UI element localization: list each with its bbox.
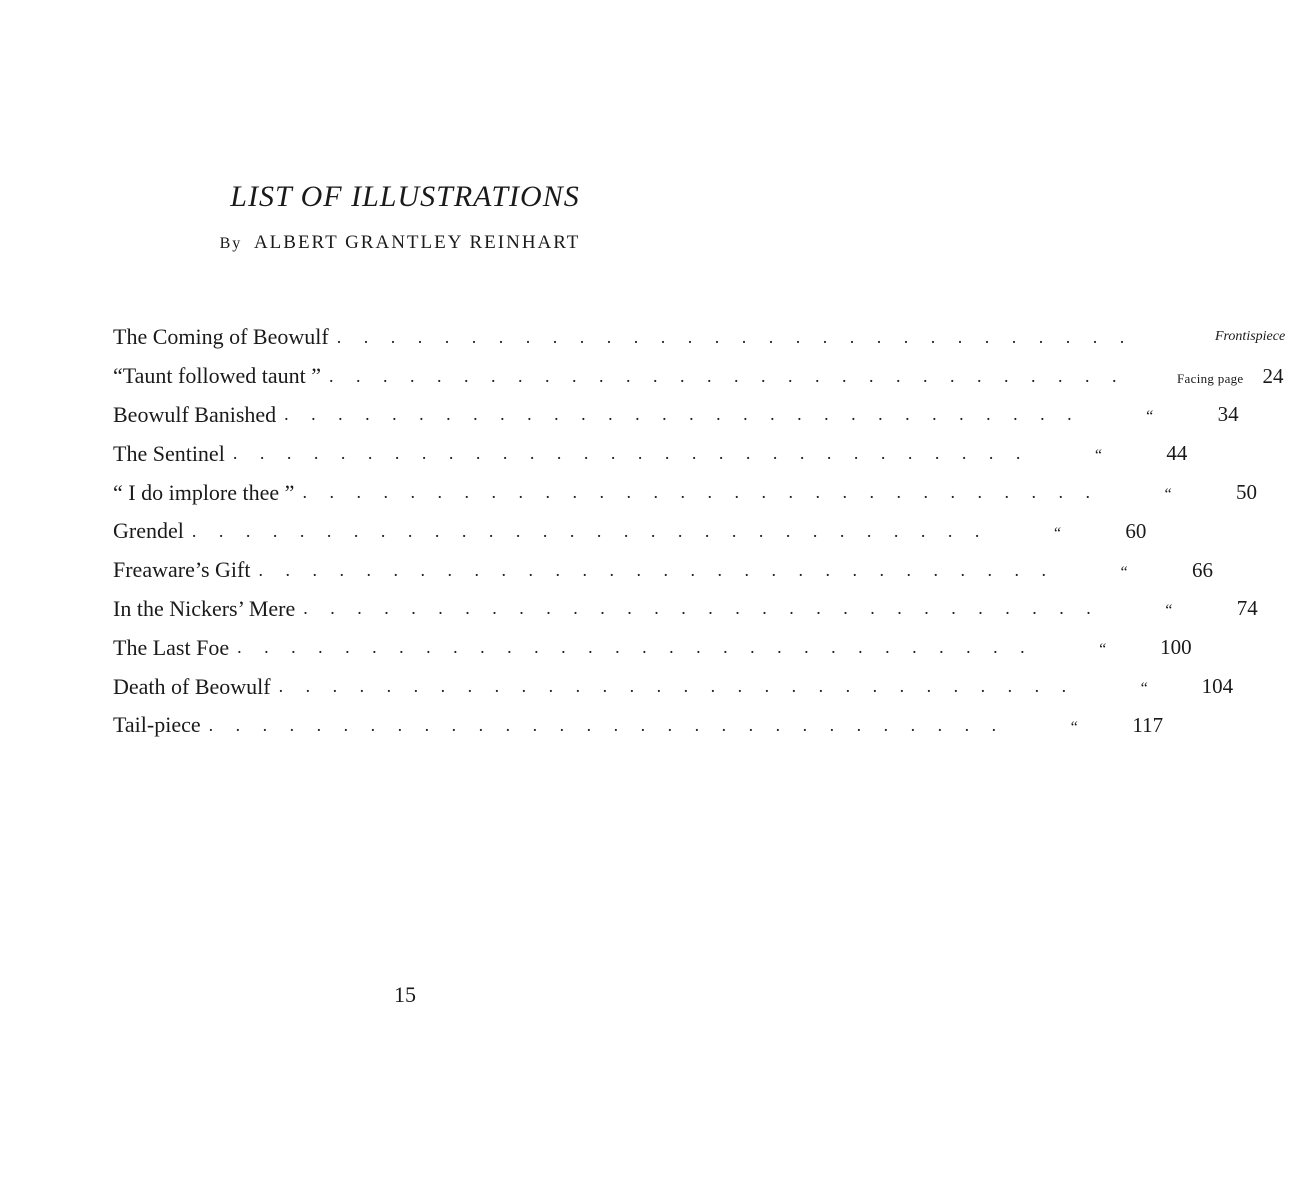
entry-title: “ I do implore thee ” xyxy=(113,479,295,505)
list-item xyxy=(113,628,1192,667)
frontispiece-label: Frontispiece xyxy=(1214,329,1286,345)
list-item xyxy=(113,357,1284,396)
illustrations-list xyxy=(113,318,1286,745)
ditto-mark: “ xyxy=(1052,524,1062,542)
list-item xyxy=(113,590,1258,629)
leader-dots: . . . . . . . . . . . . . . . . . . . . . . . . . . . . . . xyxy=(303,598,1100,619)
ditto-mark: “ xyxy=(1163,602,1173,620)
leader-dots: . . . . . . . . . . . . . . . . . . . . . . . . . . . . . . xyxy=(284,404,1081,425)
entry-reference xyxy=(1006,519,1146,544)
entry-reference xyxy=(1052,635,1192,660)
leader-dots: . . . . . . . . . . . . . . . . . . . . . . . . . . . . . . xyxy=(232,443,1030,464)
folio-page-number: 15 xyxy=(394,982,416,1007)
entry-reference xyxy=(1023,713,1163,738)
entry-title: Beowulf Banished xyxy=(113,401,277,427)
list-item xyxy=(113,667,1234,706)
page-number: 66 xyxy=(1191,557,1213,582)
leader-dots: . . . . . . . . . . . . . . . . . . . . . . . . . . . . . . xyxy=(336,326,1134,347)
byline-prefix: By xyxy=(219,235,243,252)
entry-reference xyxy=(1099,402,1239,427)
list-item xyxy=(113,434,1188,473)
ditto-mark: “ xyxy=(1139,680,1149,698)
list-item xyxy=(113,551,1213,590)
entry-title: In the Nickers’ Mere xyxy=(113,595,296,621)
page-number: 100 xyxy=(1160,635,1192,660)
entry-reference xyxy=(1151,329,1291,345)
page-number: 50 xyxy=(1235,480,1257,505)
entry-reference xyxy=(1073,558,1213,583)
leader-dots: . . . . . . . . . . . . . . . . . . . . . . . . . . . . . . xyxy=(278,676,1076,697)
list-item xyxy=(113,706,1164,745)
ditto-mark: “ xyxy=(1162,486,1172,504)
list-item xyxy=(113,396,1239,435)
page-title: LIST OF ILLUSTRATIONS xyxy=(230,180,580,213)
ditto-mark: “ xyxy=(1093,447,1103,465)
entry-reference xyxy=(1093,674,1233,699)
ditto-mark: “ xyxy=(1069,718,1079,736)
entry-title: Freaware’s Gift xyxy=(113,557,251,583)
page-number: 24 xyxy=(1262,363,1284,388)
entry-title: Tail-piece xyxy=(113,712,201,738)
page-number: 34 xyxy=(1217,402,1239,427)
page-number: 60 xyxy=(1125,518,1147,543)
ditto-mark: “ xyxy=(1144,408,1154,426)
ditto-mark: “ xyxy=(1118,563,1128,581)
page-number: 104 xyxy=(1201,674,1234,699)
byline xyxy=(0,232,800,254)
page-number: 44 xyxy=(1166,441,1188,466)
entry-title: “Taunt followed taunt ” xyxy=(113,363,322,389)
list-item xyxy=(113,473,1257,512)
list-item xyxy=(113,318,1286,357)
facing-page-label: Facing page xyxy=(1177,370,1244,386)
entry-reference xyxy=(1118,596,1258,621)
page-number: 74 xyxy=(1236,596,1258,621)
entry-reference xyxy=(1117,480,1257,505)
entry-reference xyxy=(1144,364,1284,389)
entry-title: Death of Beowulf xyxy=(113,673,271,699)
page-number: 117 xyxy=(1132,712,1164,737)
leader-dots: . . . . . . . . . . . . . . . . . . . . . . . . . . . . . . xyxy=(237,637,1034,658)
leader-dots: . . . . . . . . . . . . . . . . . . . . . . . . . . . . . . xyxy=(329,365,1126,386)
leader-dots: . . . . . . . . . . . . . . . . . . . . . . . . . . . . . . xyxy=(258,559,1055,580)
leader-dots: . . . . . . . . . . . . . . . . . . . . . . . . . . . . . . xyxy=(191,520,989,541)
leader-dots: . . . . . . . . . . . . . . . . . . . . . . . . . . . . . . xyxy=(208,714,1006,735)
entry-title: The Sentinel xyxy=(113,440,225,466)
leader-dots: . . . . . . . . . . . . . . . . . . . . . . . . . . . . . . xyxy=(302,482,1099,503)
entry-title: Grendel xyxy=(113,518,184,544)
list-item xyxy=(113,512,1147,551)
ditto-mark: “ xyxy=(1097,641,1107,659)
byline-name: ALBERT GRANTLEY REINHART xyxy=(253,232,581,253)
entry-title: The Coming of Beowulf xyxy=(113,324,329,350)
entry-title: The Last Foe xyxy=(113,634,230,660)
entry-reference xyxy=(1047,441,1187,466)
